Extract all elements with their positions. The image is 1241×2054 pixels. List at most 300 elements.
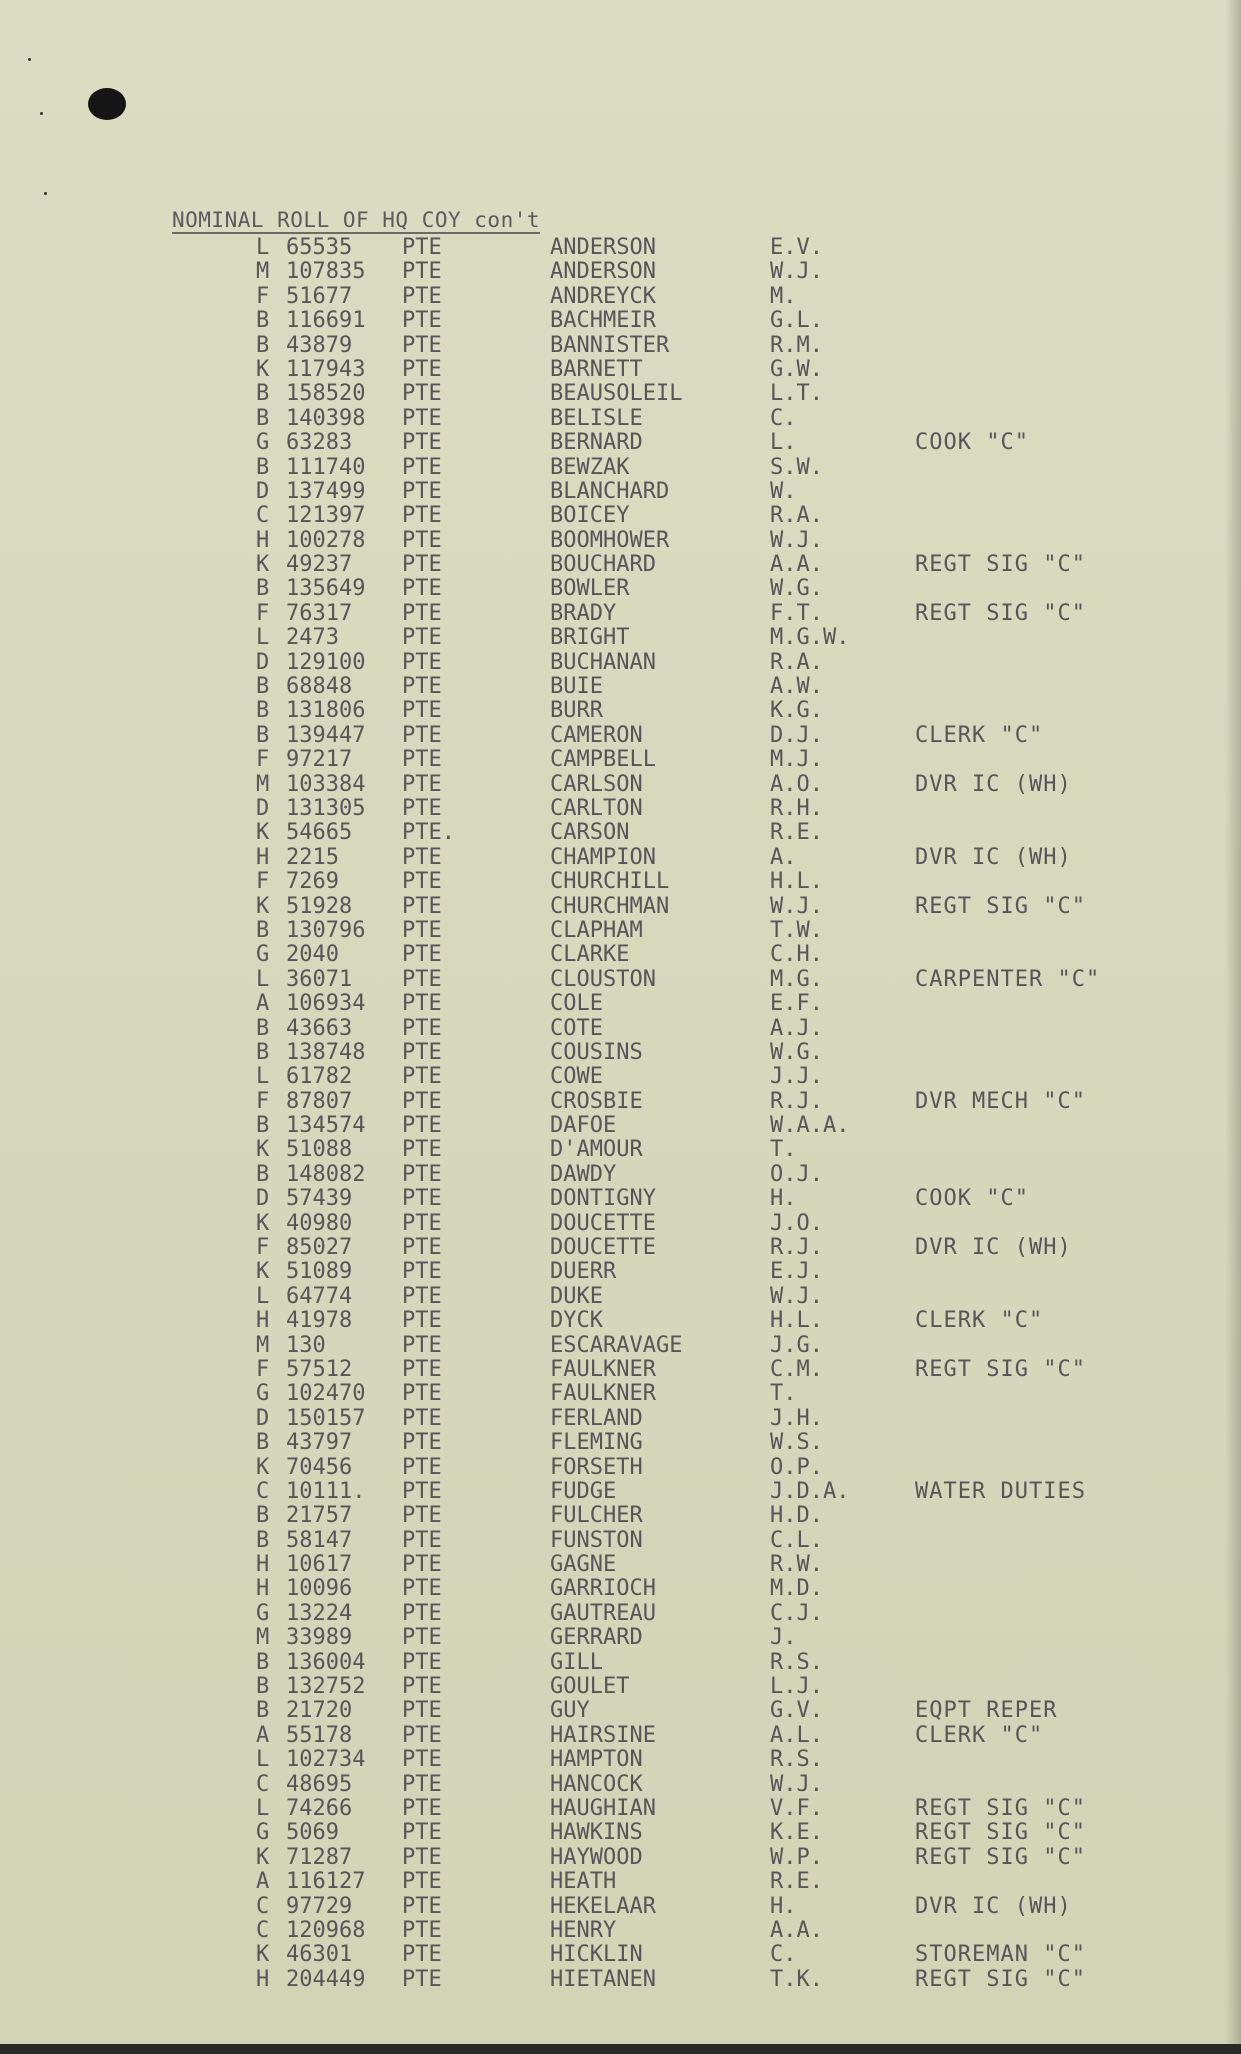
roll-row — [0, 1114, 1241, 1138]
rank: PTE — [402, 917, 442, 943]
initials: A.O. — [770, 771, 823, 797]
roll-row — [0, 407, 1241, 431]
roll-row — [0, 1041, 1241, 1065]
company-letter: M — [256, 1332, 270, 1358]
company-letter: M — [256, 771, 270, 797]
surname: DOUCETTE — [550, 1235, 656, 1261]
initials: A.W. — [770, 674, 823, 700]
rank: PTE — [402, 1552, 442, 1578]
surname: CHAMPION — [550, 844, 656, 870]
roll-row — [0, 1797, 1241, 1821]
roll-row — [0, 1212, 1241, 1236]
service-number: 103384 — [286, 771, 366, 797]
surname: BRIGHT — [550, 625, 630, 651]
roll-row — [0, 285, 1241, 309]
company-letter: B — [256, 576, 270, 602]
rank: PTE — [402, 1893, 442, 1919]
rank: PTE — [402, 405, 442, 431]
roll-row — [0, 1504, 1241, 1528]
duty-note: REGT SIG "C" — [915, 1796, 1086, 1821]
roll-row — [0, 1821, 1241, 1845]
surname: BANNISTER — [550, 332, 670, 358]
company-letter: D — [256, 1186, 270, 1212]
duty-note: REGT SIG "C" — [915, 1356, 1086, 1382]
company-letter: H — [256, 1308, 270, 1334]
rank: PTE — [402, 1332, 442, 1358]
surname: FULCHER — [550, 1503, 643, 1529]
service-number: 74266 — [286, 1796, 353, 1821]
rank: PTE — [402, 1503, 442, 1529]
rank: PTE — [402, 991, 442, 1017]
initials: C.M. — [770, 1356, 823, 1382]
company-letter: B — [256, 1503, 270, 1529]
service-number: 121397 — [286, 503, 366, 529]
rank: PTE — [402, 259, 442, 285]
roll-row — [0, 480, 1241, 504]
initials: C.J. — [770, 1600, 823, 1626]
initials: W.G. — [770, 576, 823, 602]
duty-note: STOREMAN "C" — [915, 1942, 1086, 1968]
initials: A.A. — [770, 552, 823, 578]
initials: R.A. — [770, 649, 823, 675]
rank: PTE — [402, 1308, 442, 1334]
service-number: 138748 — [286, 1039, 366, 1065]
service-number: 150157 — [286, 1405, 366, 1431]
company-letter: C — [256, 1771, 270, 1797]
rank: PTE — [402, 1527, 442, 1553]
rank: PTE. — [402, 820, 455, 846]
roll-row — [0, 1407, 1241, 1431]
company-letter: K — [256, 1942, 270, 1968]
service-number: 87807 — [286, 1088, 353, 1114]
initials: R.E. — [770, 1869, 823, 1895]
roll-row — [0, 724, 1241, 748]
rank: PTE — [402, 1064, 442, 1090]
service-number: 131305 — [286, 795, 366, 821]
rank: PTE — [402, 1161, 442, 1187]
company-letter: F — [256, 600, 270, 626]
initials: J.H. — [770, 1405, 823, 1431]
rank: PTE — [402, 1966, 442, 1992]
service-number: 51928 — [286, 893, 353, 919]
roll-row — [0, 260, 1241, 284]
initials: J.G. — [770, 1332, 823, 1358]
service-number: 43797 — [286, 1430, 353, 1456]
duty-note: DVR IC (WH) — [915, 1235, 1072, 1261]
company-letter: G — [256, 430, 270, 456]
surname: GILL — [550, 1649, 603, 1675]
rank: PTE — [402, 332, 442, 358]
roll-row — [0, 1358, 1241, 1382]
initials: R.J. — [770, 1088, 823, 1114]
roll-row — [0, 602, 1241, 626]
rank: PTE — [402, 1942, 442, 1968]
initials: K.E. — [770, 1820, 823, 1846]
duty-note: DVR IC (WH) — [915, 1893, 1072, 1919]
initials: A. — [770, 844, 797, 870]
rank: PTE — [402, 1576, 442, 1602]
service-number: 7269 — [286, 869, 339, 895]
initials: C.L. — [770, 1527, 823, 1553]
roll-row — [0, 821, 1241, 845]
rank: PTE — [402, 430, 442, 456]
initials: A.J. — [770, 1015, 823, 1041]
company-letter: B — [256, 1649, 270, 1675]
service-number: 70456 — [286, 1454, 353, 1480]
roll-row — [0, 1626, 1241, 1650]
duty-note: DVR IC (WH) — [915, 771, 1072, 797]
initials: T. — [770, 1137, 797, 1163]
company-letter: B — [256, 332, 270, 358]
surname: BOICEY — [550, 503, 630, 529]
service-number: 132752 — [286, 1674, 366, 1700]
duty-note: CARPENTER "C" — [915, 966, 1101, 992]
rank: PTE — [402, 283, 442, 309]
initials: G.L. — [770, 308, 823, 334]
rank: PTE — [402, 869, 442, 895]
surname: BUCHANAN — [550, 649, 656, 675]
service-number: 10111. — [286, 1478, 366, 1504]
rank: PTE — [402, 893, 442, 919]
service-number: 204449 — [286, 1966, 366, 1992]
service-number: 33989 — [286, 1625, 353, 1651]
initials: R.E. — [770, 820, 823, 846]
rank: PTE — [402, 698, 442, 724]
company-letter: B — [256, 917, 270, 943]
duty-note: REGT SIG "C" — [915, 1966, 1086, 1992]
company-letter: K — [256, 893, 270, 919]
surname: BLANCHARD — [550, 478, 670, 504]
roll-row — [0, 968, 1241, 992]
initials: E.V. — [770, 235, 823, 260]
rank: PTE — [402, 1210, 442, 1236]
company-letter: B — [256, 405, 270, 431]
company-letter: F — [256, 1235, 270, 1261]
duty-note: COOK "C" — [915, 430, 1029, 456]
rank: PTE — [402, 649, 442, 675]
service-number: 107835 — [286, 259, 366, 285]
surname: HEATH — [550, 1869, 617, 1895]
roll-row — [0, 1456, 1241, 1480]
roll-row — [0, 334, 1241, 358]
duty-note: CLERK "C" — [915, 1722, 1044, 1748]
service-number: 100278 — [286, 527, 366, 553]
company-letter: H — [256, 527, 270, 553]
duty-note: REGT SIG "C" — [915, 893, 1086, 919]
service-number: 71287 — [286, 1844, 353, 1870]
rank: PTE — [402, 1454, 442, 1480]
service-number: 76317 — [286, 600, 353, 626]
company-letter: B — [256, 381, 270, 407]
company-letter: D — [256, 478, 270, 504]
roll-row — [0, 846, 1241, 870]
initials: O.P. — [770, 1454, 823, 1480]
surname: HENRY — [550, 1917, 617, 1943]
initials: L. — [770, 430, 797, 456]
initials: T.K. — [770, 1966, 823, 1992]
service-number: 158520 — [286, 381, 366, 407]
company-letter: B — [256, 1527, 270, 1553]
surname: GAGNE — [550, 1552, 617, 1578]
rank: PTE — [402, 1649, 442, 1675]
surname: ANDERSON — [550, 259, 656, 285]
roll-row — [0, 504, 1241, 528]
company-letter: L — [256, 1283, 270, 1309]
rank: PTE — [402, 503, 442, 529]
surname: DONTIGNY — [550, 1186, 656, 1212]
roll-row — [0, 1163, 1241, 1187]
company-letter: B — [256, 1674, 270, 1700]
service-number: 2215 — [286, 844, 339, 870]
service-number: 102470 — [286, 1381, 366, 1407]
rank: PTE — [402, 1796, 442, 1821]
company-letter: B — [256, 1039, 270, 1065]
rank: PTE — [402, 1747, 442, 1773]
roll-row — [0, 1236, 1241, 1260]
company-letter: B — [256, 674, 270, 700]
roll-row — [0, 1968, 1241, 1992]
company-letter: K — [256, 1454, 270, 1480]
initials: G.V. — [770, 1698, 823, 1724]
rank: PTE — [402, 1722, 442, 1748]
surname: FUDGE — [550, 1478, 617, 1504]
rank: PTE — [402, 722, 442, 748]
company-letter: G — [256, 942, 270, 968]
surname: GUY — [550, 1698, 590, 1724]
duty-note: EQPT REPER — [915, 1698, 1058, 1724]
initials: M.J. — [770, 747, 823, 773]
roll-row — [0, 1651, 1241, 1675]
surname: COTE — [550, 1015, 603, 1041]
company-letter: D — [256, 795, 270, 821]
duty-note: CLERK "C" — [915, 1308, 1044, 1334]
company-letter: C — [256, 1917, 270, 1943]
service-number: 2040 — [286, 942, 339, 968]
service-number: 46301 — [286, 1942, 353, 1968]
rank: PTE — [402, 600, 442, 626]
company-letter: D — [256, 1405, 270, 1431]
company-letter: L — [256, 235, 270, 260]
roll-row — [0, 382, 1241, 406]
initials: T.W. — [770, 917, 823, 943]
surname: FORSETH — [550, 1454, 643, 1480]
roll-row — [0, 1260, 1241, 1284]
company-letter: F — [256, 747, 270, 773]
roll-row — [0, 626, 1241, 650]
roll-row — [0, 577, 1241, 601]
roll-row — [0, 1529, 1241, 1553]
initials: W.S. — [770, 1430, 823, 1456]
service-number: 135649 — [286, 576, 366, 602]
initials: O.J. — [770, 1161, 823, 1187]
service-number: 36071 — [286, 966, 353, 992]
roll-row — [0, 651, 1241, 675]
initials: D.J. — [770, 722, 823, 748]
service-number: 49237 — [286, 552, 353, 578]
service-number: 140398 — [286, 405, 366, 431]
roll-row — [0, 529, 1241, 553]
initials: H.L. — [770, 1308, 823, 1334]
duty-note: WATER DUTIES — [915, 1478, 1086, 1504]
rank: PTE — [402, 625, 442, 651]
initials: L.J. — [770, 1674, 823, 1700]
surname: FERLAND — [550, 1405, 643, 1431]
company-letter: M — [256, 1625, 270, 1651]
service-number: 129100 — [286, 649, 366, 675]
surname: BERNARD — [550, 430, 643, 456]
rank: PTE — [402, 674, 442, 700]
surname: HIETANEN — [550, 1966, 656, 1992]
service-number: 116127 — [286, 1869, 366, 1895]
initials: F.T. — [770, 600, 823, 626]
surname: DUKE — [550, 1283, 603, 1309]
company-letter: B — [256, 698, 270, 724]
rank: PTE — [402, 1356, 442, 1382]
company-letter: H — [256, 844, 270, 870]
rank: PTE — [402, 747, 442, 773]
company-letter: H — [256, 1966, 270, 1992]
surname: COLE — [550, 991, 603, 1017]
document-title: NOMINAL ROLL OF HQ COY con't — [172, 208, 541, 232]
surname: CHURCHILL — [550, 869, 670, 895]
company-letter: B — [256, 722, 270, 748]
roll-row — [0, 1748, 1241, 1772]
surname: FAULKNER — [550, 1356, 656, 1382]
surname: GAUTREAU — [550, 1600, 656, 1626]
company-letter: K — [256, 356, 270, 382]
service-number: 85027 — [286, 1235, 353, 1261]
initials: M.G. — [770, 966, 823, 992]
service-number: 13224 — [286, 1600, 353, 1626]
service-number: 111740 — [286, 454, 366, 480]
service-number: 97729 — [286, 1893, 353, 1919]
initials: E.F. — [770, 991, 823, 1017]
roll-row — [0, 895, 1241, 919]
surname: ANDERSON — [550, 235, 656, 260]
roll-row — [0, 456, 1241, 480]
service-number: 117943 — [286, 356, 366, 382]
rank: PTE — [402, 1674, 442, 1700]
surname: HEKELAAR — [550, 1893, 656, 1919]
rank: PTE — [402, 527, 442, 553]
company-letter: F — [256, 1356, 270, 1382]
surname: CHURCHMAN — [550, 893, 670, 919]
initials: H.D. — [770, 1503, 823, 1529]
service-number: 57512 — [286, 1356, 353, 1382]
service-number: 10617 — [286, 1552, 353, 1578]
roll-row — [0, 1724, 1241, 1748]
initials: A.A. — [770, 1917, 823, 1943]
company-letter: A — [256, 1722, 270, 1748]
duty-note: REGT SIG "C" — [915, 552, 1086, 578]
initials: C. — [770, 405, 797, 431]
roll-row — [0, 1919, 1241, 1943]
roll-row — [0, 553, 1241, 577]
initials: J.D.A. — [770, 1478, 850, 1504]
surname: FUNSTON — [550, 1527, 643, 1553]
initials: M. — [770, 283, 797, 309]
duty-note: DVR IC (WH) — [915, 844, 1072, 870]
initials: W.G. — [770, 1039, 823, 1065]
rank: PTE — [402, 1405, 442, 1431]
rank: PTE — [402, 1869, 442, 1895]
rank: PTE — [402, 576, 442, 602]
rank: PTE — [402, 1771, 442, 1797]
surname: CLOUSTON — [550, 966, 656, 992]
roll-row — [0, 992, 1241, 1016]
surname: CLAPHAM — [550, 917, 643, 943]
initials: R.J. — [770, 1235, 823, 1261]
rank: PTE — [402, 1283, 442, 1309]
company-letter: C — [256, 503, 270, 529]
company-letter: L — [256, 1064, 270, 1090]
initials: G.W. — [770, 356, 823, 382]
paper-speck — [40, 112, 43, 115]
service-number: 106934 — [286, 991, 366, 1017]
initials: W.P. — [770, 1844, 823, 1870]
surname: DYCK — [550, 1308, 603, 1334]
surname: HICKLIN — [550, 1942, 643, 1968]
initials: H. — [770, 1893, 797, 1919]
company-letter: F — [256, 1088, 270, 1114]
initials: R.M. — [770, 332, 823, 358]
surname: DUERR — [550, 1259, 617, 1285]
rank: PTE — [402, 454, 442, 480]
rank: PTE — [402, 1137, 442, 1163]
rank: PTE — [402, 795, 442, 821]
initials: W.A.A. — [770, 1113, 850, 1139]
surname: GERRARD — [550, 1625, 643, 1651]
initials: R.S. — [770, 1649, 823, 1675]
company-letter: L — [256, 1747, 270, 1773]
rank: PTE — [402, 844, 442, 870]
roll-row — [0, 1138, 1241, 1162]
initials: M.G.W. — [770, 625, 850, 651]
service-number: 10096 — [286, 1576, 353, 1602]
service-number: 116691 — [286, 308, 366, 334]
rank: PTE — [402, 308, 442, 334]
roll-row — [0, 699, 1241, 723]
company-letter: G — [256, 1820, 270, 1846]
roll-row — [0, 1870, 1241, 1894]
rank: PTE — [402, 381, 442, 407]
roll-row — [0, 675, 1241, 699]
duty-note: REGT SIG "C" — [915, 1844, 1086, 1870]
service-number: 21757 — [286, 1503, 353, 1529]
initials: V.F. — [770, 1796, 823, 1821]
surname: GARRIOCH — [550, 1576, 656, 1602]
service-number: 68848 — [286, 674, 353, 700]
surname: CROSBIE — [550, 1088, 643, 1114]
initials: M.D. — [770, 1576, 823, 1602]
rank: PTE — [402, 1844, 442, 1870]
roll-row — [0, 943, 1241, 967]
initials: C. — [770, 1942, 797, 1968]
duty-note: REGT SIG "C" — [915, 600, 1086, 626]
service-number: 41978 — [286, 1308, 353, 1334]
company-letter: A — [256, 1869, 270, 1895]
surname: BURR — [550, 698, 603, 724]
company-letter: G — [256, 1600, 270, 1626]
surname: BEAUSOLEIL — [550, 381, 683, 407]
company-letter: A — [256, 991, 270, 1017]
service-number: 131806 — [286, 698, 366, 724]
roll-row — [0, 1699, 1241, 1723]
service-number: 51088 — [286, 1137, 353, 1163]
surname: BEWZAK — [550, 454, 630, 480]
rank: PTE — [402, 966, 442, 992]
surname: DOUCETTE — [550, 1210, 656, 1236]
